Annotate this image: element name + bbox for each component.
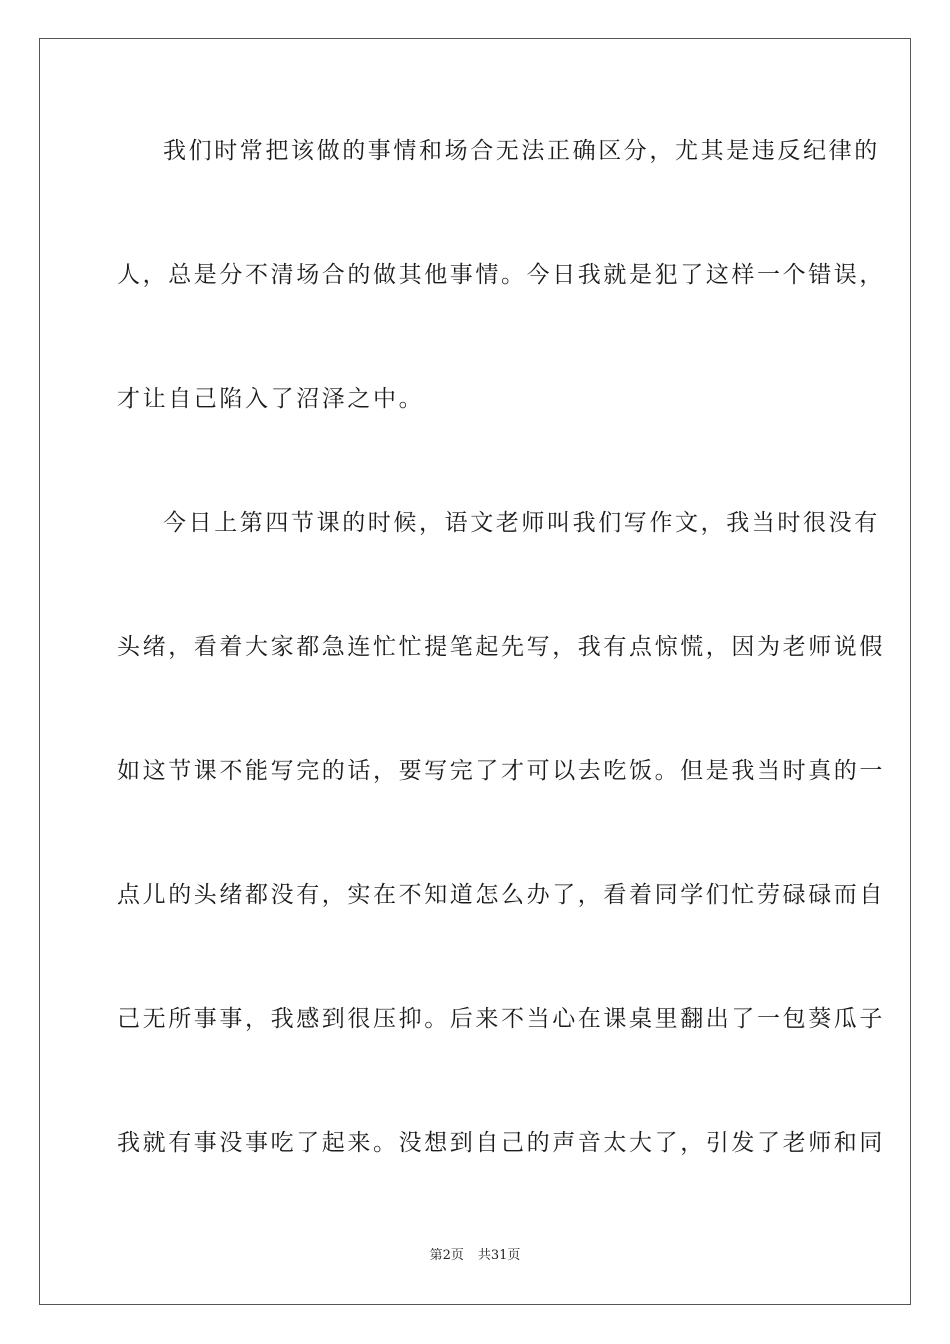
paragraph-2-line-3: 如这节课不能写完的话，要写完了才可以去吃饭。但是我当时真的一: [117, 758, 885, 784]
paragraph-2-line-1: 今日上第四节课的时候，语文老师叫我们写作文，我当时很没有: [163, 510, 880, 536]
paragraph-1-line-3: 才让自己陷入了沼泽之中。: [117, 386, 425, 412]
page-number-current: 第2页: [429, 1248, 464, 1263]
paragraph-1-line-1: 我们时常把该做的事情和场合无法正确区分，尤其是违反纪律的: [163, 138, 880, 164]
page-footer: [0, 1247, 950, 1265]
paragraph-2-line-6: 我就有事没事吃了起来。没想到自己的声音太大了，引发了老师和同: [117, 1130, 885, 1156]
page-number-total: 共31页: [477, 1248, 521, 1263]
paragraph-2-line-5: 己无所事事，我感到很压抑。后来不当心在课桌里翻出了一包葵瓜子: [117, 1006, 885, 1032]
paragraph-2-line-4: 点儿的头绪都没有，实在不知道怎么办了，看着同学们忙劳碌碌而自: [117, 882, 885, 908]
paragraph-2-line-2: 头绪，看着大家都急连忙忙提笔起先写，我有点惊慌，因为老师说假: [117, 634, 885, 660]
paragraph-1-line-2: 人，总是分不清场合的做其他事情。今日我就是犯了这样一个错误，: [117, 262, 885, 288]
page-border: [39, 38, 911, 1305]
